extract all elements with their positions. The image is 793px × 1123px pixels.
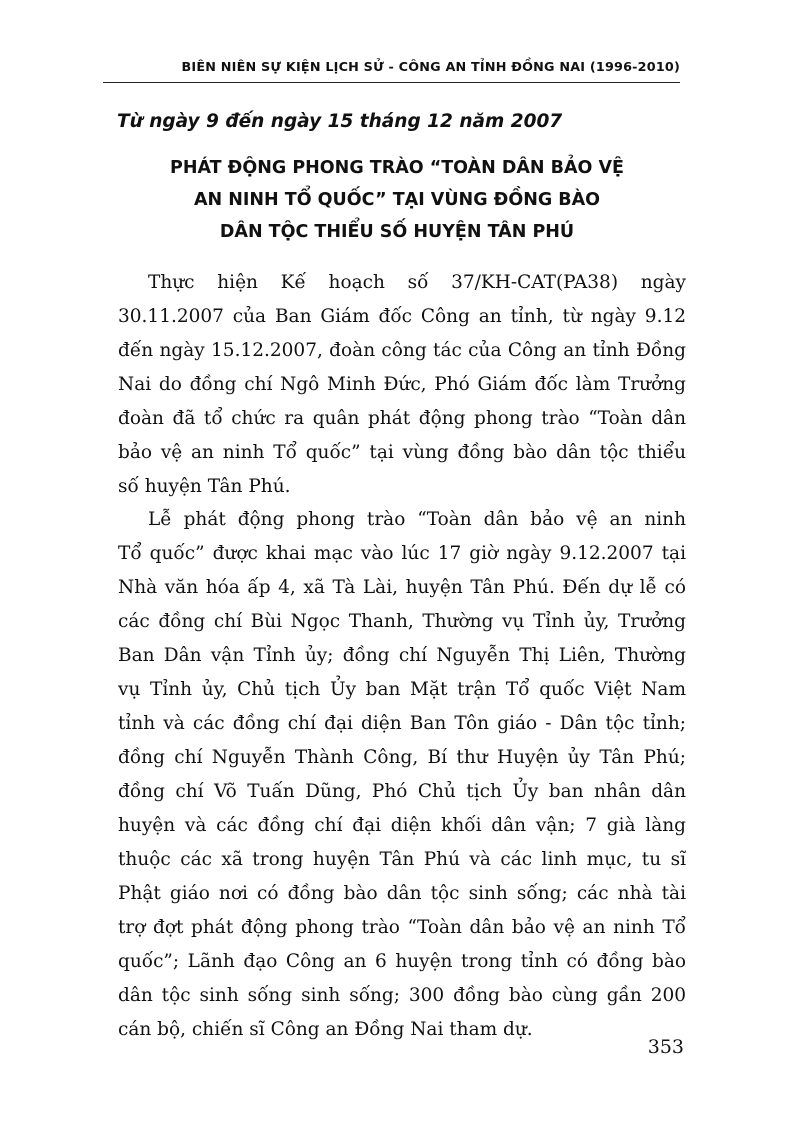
paragraph-line: số huyện Tân Phú. [118, 476, 291, 497]
running-header: BIÊN NIÊN SỰ KIỆN LỊCH SỬ - CÔNG AN TỈNH ĐỒNG NAI (1996-2010) [181, 60, 680, 75]
paragraph-line: quốc”; Lãnh đạo Công an 6 huyện trong tỉnh có đồng bào [118, 951, 686, 972]
paragraph-line: Nai do đồng chí Ngô Minh Đức, Phó Giám đốc làm Trưởng [118, 374, 686, 395]
title-line: PHÁT ĐỘNG PHONG TRÀO “TOÀN DÂN BẢO VỆ [170, 158, 624, 178]
paragraph-line: đồng chí Nguyễn Thành Công, Bí thư Huyện ủy Tân Phú; [118, 747, 686, 768]
paragraph-line: Thực hiện Kế hoạch số 37/KH-CAT(PA38) ngày [148, 272, 686, 293]
paragraph-line: Nhà văn hóa ấp 4, xã Tà Lài, huyện Tân Phú. Đến dự lễ có [118, 577, 686, 598]
paragraph-line: Lễ phát động phong trào “Toàn dân bảo vệ an ninh [148, 509, 686, 530]
page-number: 353 [647, 1036, 684, 1058]
paragraph-line: vụ Tỉnh ủy, Chủ tịch Ủy ban Mặt trận Tổ quốc Việt Nam [118, 679, 686, 700]
section-date: Từ ngày 9 đến ngày 15 tháng 12 năm 2007 [117, 111, 563, 132]
paragraph-1 [118, 266, 686, 504]
paragraph-line: đến ngày 15.12.2007, đoàn công tác của Công an tỉnh Đồng [118, 340, 686, 361]
paragraph-line: dân tộc sinh sống sinh sống; 300 đồng bào cùng gần 200 [118, 985, 686, 1006]
paragraph-line: bảo vệ an ninh Tổ quốc” tại vùng đồng bào dân tộc thiểu [118, 442, 686, 463]
paragraph-2 [118, 503, 686, 1047]
paragraph-line: đồng chí Võ Tuấn Dũng, Phó Chủ tịch Ủy ban nhân dân [118, 781, 686, 802]
paragraph-line: cán bộ, chiến sĩ Công an Đồng Nai tham dự. [118, 1019, 533, 1040]
header-rule [103, 82, 680, 83]
paragraph-line: 30.11.2007 của Ban Giám đốc Công an tỉnh, từ ngày 9.12 [118, 306, 686, 327]
paragraph-line: Phật giáo nơi có đồng bào dân tộc sinh sống; các nhà tài [118, 883, 686, 904]
paragraph-line: thuộc các xã trong huyện Tân Phú và các linh mục, tu sĩ [118, 849, 686, 870]
title-line: DÂN TỘC THIỂU SỐ HUYỆN TÂN PHÚ [219, 222, 575, 242]
title-line: AN NINH TỔ QUỐC” TẠI VÙNG ĐỒNG BÀO [193, 190, 601, 210]
paragraph-line: trợ đợt phát động phong trào “Toàn dân bảo vệ an ninh Tổ [118, 917, 686, 938]
paragraph-line: huyện và các đồng chí đại diện khối dân vận; 7 già làng [118, 815, 686, 836]
paragraph-line: Ban Dân vận Tỉnh ủy; đồng chí Nguyễn Thị Liên, Thường [118, 645, 686, 666]
paragraph-line: các đồng chí Bùi Ngọc Thanh, Thường vụ Tỉnh ủy, Trưởng [118, 611, 686, 632]
paragraph-line: đoàn đã tổ chức ra quân phát động phong trào “Toàn dân [118, 408, 686, 429]
section-title [117, 152, 677, 248]
paragraph-line: Tổ quốc” được khai mạc vào lúc 17 giờ ngày 9.12.2007 tại [118, 543, 686, 564]
paragraph-line: tỉnh và các đồng chí đại diện Ban Tôn giáo - Dân tộc tỉnh; [118, 713, 686, 734]
